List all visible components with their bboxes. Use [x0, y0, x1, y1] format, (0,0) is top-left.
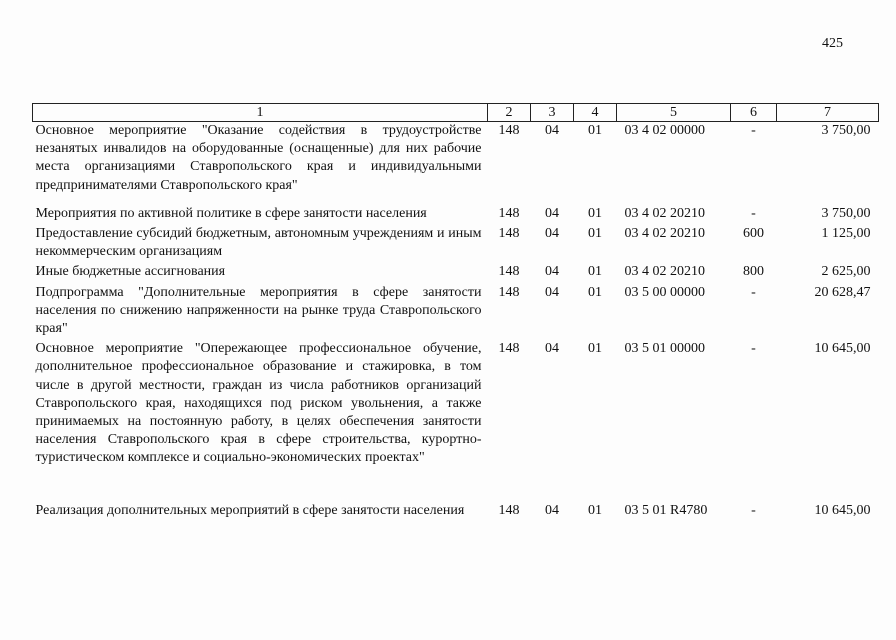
row-ministry-code: 148: [498, 284, 520, 300]
table-header-row: [33, 104, 879, 122]
row-ministry-code: 148: [498, 205, 520, 221]
row-target-code: 03 4 02 20210: [624, 205, 705, 221]
row-subsection-code: 01: [588, 341, 602, 357]
row-subsection-code: 01: [588, 205, 602, 221]
row-subsection-code: 01: [588, 226, 602, 242]
table-row: [33, 122, 879, 205]
row-ministry-code: 148: [498, 264, 520, 280]
row-ministry-code: 148: [498, 226, 520, 242]
row-subsection-code: 01: [588, 123, 602, 138]
row-amount: 10 645,00: [814, 502, 871, 518]
row-expense-type: -: [751, 284, 756, 300]
row-name: Реализация дополнительных мероприятий в сфере занятости населения: [35, 502, 465, 518]
row-ministry-code: 148: [498, 502, 520, 518]
row-name: Мероприятия по активной политике в сфере занятости населения: [35, 205, 427, 221]
table-row: [33, 205, 879, 225]
row-subsection-code: 01: [588, 264, 602, 280]
row-subsection-code: 01: [588, 502, 602, 518]
table-row: [33, 340, 879, 501]
column-header-3: 3: [531, 104, 574, 122]
row-name: Основное мероприятие "Опережающее профессиональное обучение, дополнительное профессиональное образование и стажировка, в том числе в другой местности, граждан из числа работников организаций Ставропольского края, находящихся под риском увольнения, а также принимаемых на постоянную работу, в целях обеспечения занятости населения Ставропольского края в сфере строительства, курортно-туристическом комплексе и социально-экономических проектах": [35, 341, 482, 466]
row-target-code: 03 4 02 20210: [624, 264, 705, 280]
column-header-1: 1: [33, 104, 488, 122]
row-target-code: 03 5 00 00000: [624, 284, 705, 300]
row-name: Подпрограмма "Дополнительные мероприятия в сфере занятости населения по снижению напряженности на рынке труда Ставропольского края": [35, 284, 482, 337]
row-expense-type: -: [751, 123, 756, 138]
row-name: Иные бюджетные ассигнования: [35, 264, 226, 280]
table-row: [33, 284, 879, 341]
row-section-code: 04: [545, 341, 559, 357]
column-header-7: 7: [777, 104, 879, 122]
column-header-5: 5: [617, 104, 731, 122]
row-ministry-code: 148: [498, 341, 520, 357]
row-expense-type: 600: [743, 226, 764, 242]
row-amount: 3 750,00: [821, 205, 871, 221]
row-target-code: 03 5 01 00000: [624, 341, 705, 357]
row-subsection-code: 01: [588, 284, 602, 300]
column-header-2: 2: [488, 104, 531, 122]
row-section-code: 04: [545, 123, 559, 138]
row-target-code: 03 4 02 20210: [624, 226, 705, 242]
column-header-4: 4: [574, 104, 617, 122]
row-amount: 1 125,00: [821, 226, 871, 242]
row-name: Основное мероприятие "Оказание содействия в трудоустройстве незанятых инвалидов на оборудованные (оснащенные) для них рабочие места организациями Ставропольского края и индивидуальными предпринимателями Ставропольского края": [35, 123, 482, 193]
row-section-code: 04: [545, 226, 559, 242]
table-row: [33, 502, 879, 520]
row-section-code: 04: [545, 502, 559, 518]
table-row: [33, 225, 879, 263]
page-number: 425: [822, 36, 843, 51]
row-target-code: 03 4 02 00000: [624, 123, 705, 138]
row-section-code: 04: [545, 205, 559, 221]
row-name: Предоставление субсидий бюджетным, автономным учреждениям и иным некоммерческим организациям: [35, 226, 482, 260]
budget-table: [32, 103, 879, 520]
column-header-6: 6: [731, 104, 777, 122]
row-target-code: 03 5 01 R4780: [624, 502, 708, 518]
row-ministry-code: 148: [498, 123, 520, 138]
table-row: [33, 263, 879, 283]
row-amount: 20 628,47: [814, 284, 871, 300]
row-expense-type: -: [751, 205, 756, 221]
row-section-code: 04: [545, 264, 559, 280]
row-expense-type: -: [751, 341, 756, 357]
row-amount: 2 625,00: [821, 264, 871, 280]
row-amount: 3 750,00: [821, 123, 871, 138]
row-amount: 10 645,00: [814, 341, 871, 357]
row-section-code: 04: [545, 284, 559, 300]
row-expense-type: 800: [743, 264, 764, 280]
row-expense-type: -: [751, 502, 756, 518]
